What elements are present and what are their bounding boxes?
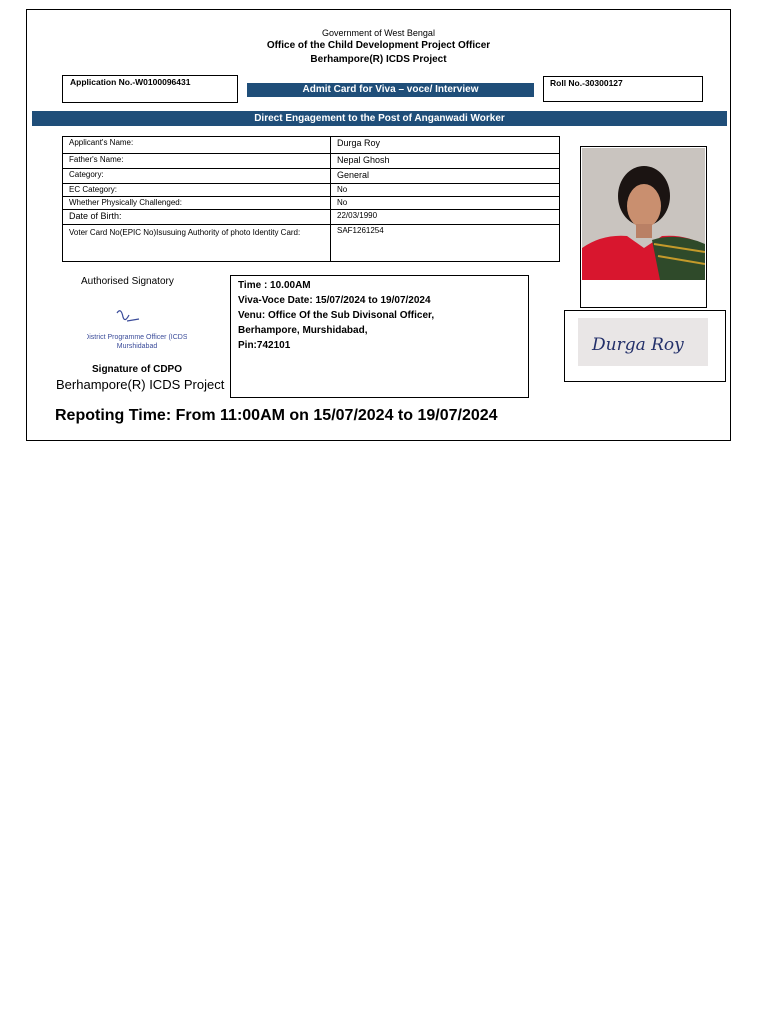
signatory-project: Berhampore(R) ICDS Project xyxy=(56,377,225,392)
svg-text:Durga Roy: Durga Roy xyxy=(592,335,684,355)
roll-number: Roll No.-30300127 xyxy=(543,76,703,102)
detail-value: Durga Roy xyxy=(331,137,560,154)
detail-label: Applicant's Name: xyxy=(63,137,331,154)
office-heading: Office of the Child Development Project Officer xyxy=(266,40,491,51)
detail-value: SAF1261254 xyxy=(331,225,560,262)
admit-card-title: Admit Card for Viva – voce/ Interview xyxy=(247,83,534,97)
table-row xyxy=(63,210,560,225)
detail-label: Voter Card No(EPIC No)Isusuing Authority of photo Identity Card: xyxy=(63,225,331,262)
portrait-image xyxy=(582,148,705,280)
detail-label: EC Category: xyxy=(63,184,331,197)
candidate-signature-box xyxy=(564,310,726,382)
reporting-time: Repoting Time: From 11:00AM on 15/07/2024 to 19/07/2024 xyxy=(55,407,498,424)
venue-line-1: Venu: Office Of the Sub Divisonal Officer, xyxy=(238,310,435,321)
table-row xyxy=(63,154,560,169)
application-number: Application No.-W0100096431 xyxy=(62,75,238,103)
post-title-banner: Direct Engagement to the Post of Anganwadi Worker xyxy=(32,111,727,126)
table-row xyxy=(63,197,560,210)
cdpo-signature-label: Signature of CDPO xyxy=(92,364,183,375)
project-heading: Berhampore(R) ICDS Project xyxy=(310,54,447,65)
admit-card xyxy=(26,9,731,441)
detail-value: General xyxy=(331,169,560,184)
table-row xyxy=(63,184,560,197)
interview-date: Viva-Voce Date: 15/07/2024 to 19/07/2024 xyxy=(238,295,431,306)
detail-label: Father's Name: xyxy=(63,154,331,169)
interview-time: Time : 10.00AM xyxy=(238,280,311,291)
government-heading: Government of West Bengal xyxy=(322,28,435,38)
table-row xyxy=(63,169,560,184)
applicant-photo xyxy=(582,148,705,280)
authorised-signatory-label: Authorised Signatory xyxy=(81,276,174,287)
applicant-photo-frame xyxy=(580,146,707,308)
detail-value: No xyxy=(331,184,560,197)
detail-label: Date of Birth: xyxy=(63,210,331,225)
table-row xyxy=(63,137,560,154)
table-row xyxy=(63,225,560,262)
handwritten-signature xyxy=(578,318,708,366)
venue-line-2: Berhampore, Murshidabad, xyxy=(238,325,368,336)
detail-label: Whether Physically Challenged: xyxy=(63,197,331,210)
detail-label: Category: xyxy=(63,169,331,184)
interview-venue-box xyxy=(230,275,529,398)
detail-value: Nepal Ghosh xyxy=(331,154,560,169)
venue-pin: Pin:742101 xyxy=(238,340,291,351)
applicant-details-table xyxy=(62,136,560,262)
svg-text:Murshidabad: Murshidabad xyxy=(116,343,158,350)
svg-text:District Programme Officer (IC: District Programme Officer (ICDS) xyxy=(87,334,187,341)
candidate-signature xyxy=(578,318,708,366)
detail-value: 22/03/1990 xyxy=(331,210,560,225)
official-stamp xyxy=(87,303,187,359)
detail-value: No xyxy=(331,197,560,210)
